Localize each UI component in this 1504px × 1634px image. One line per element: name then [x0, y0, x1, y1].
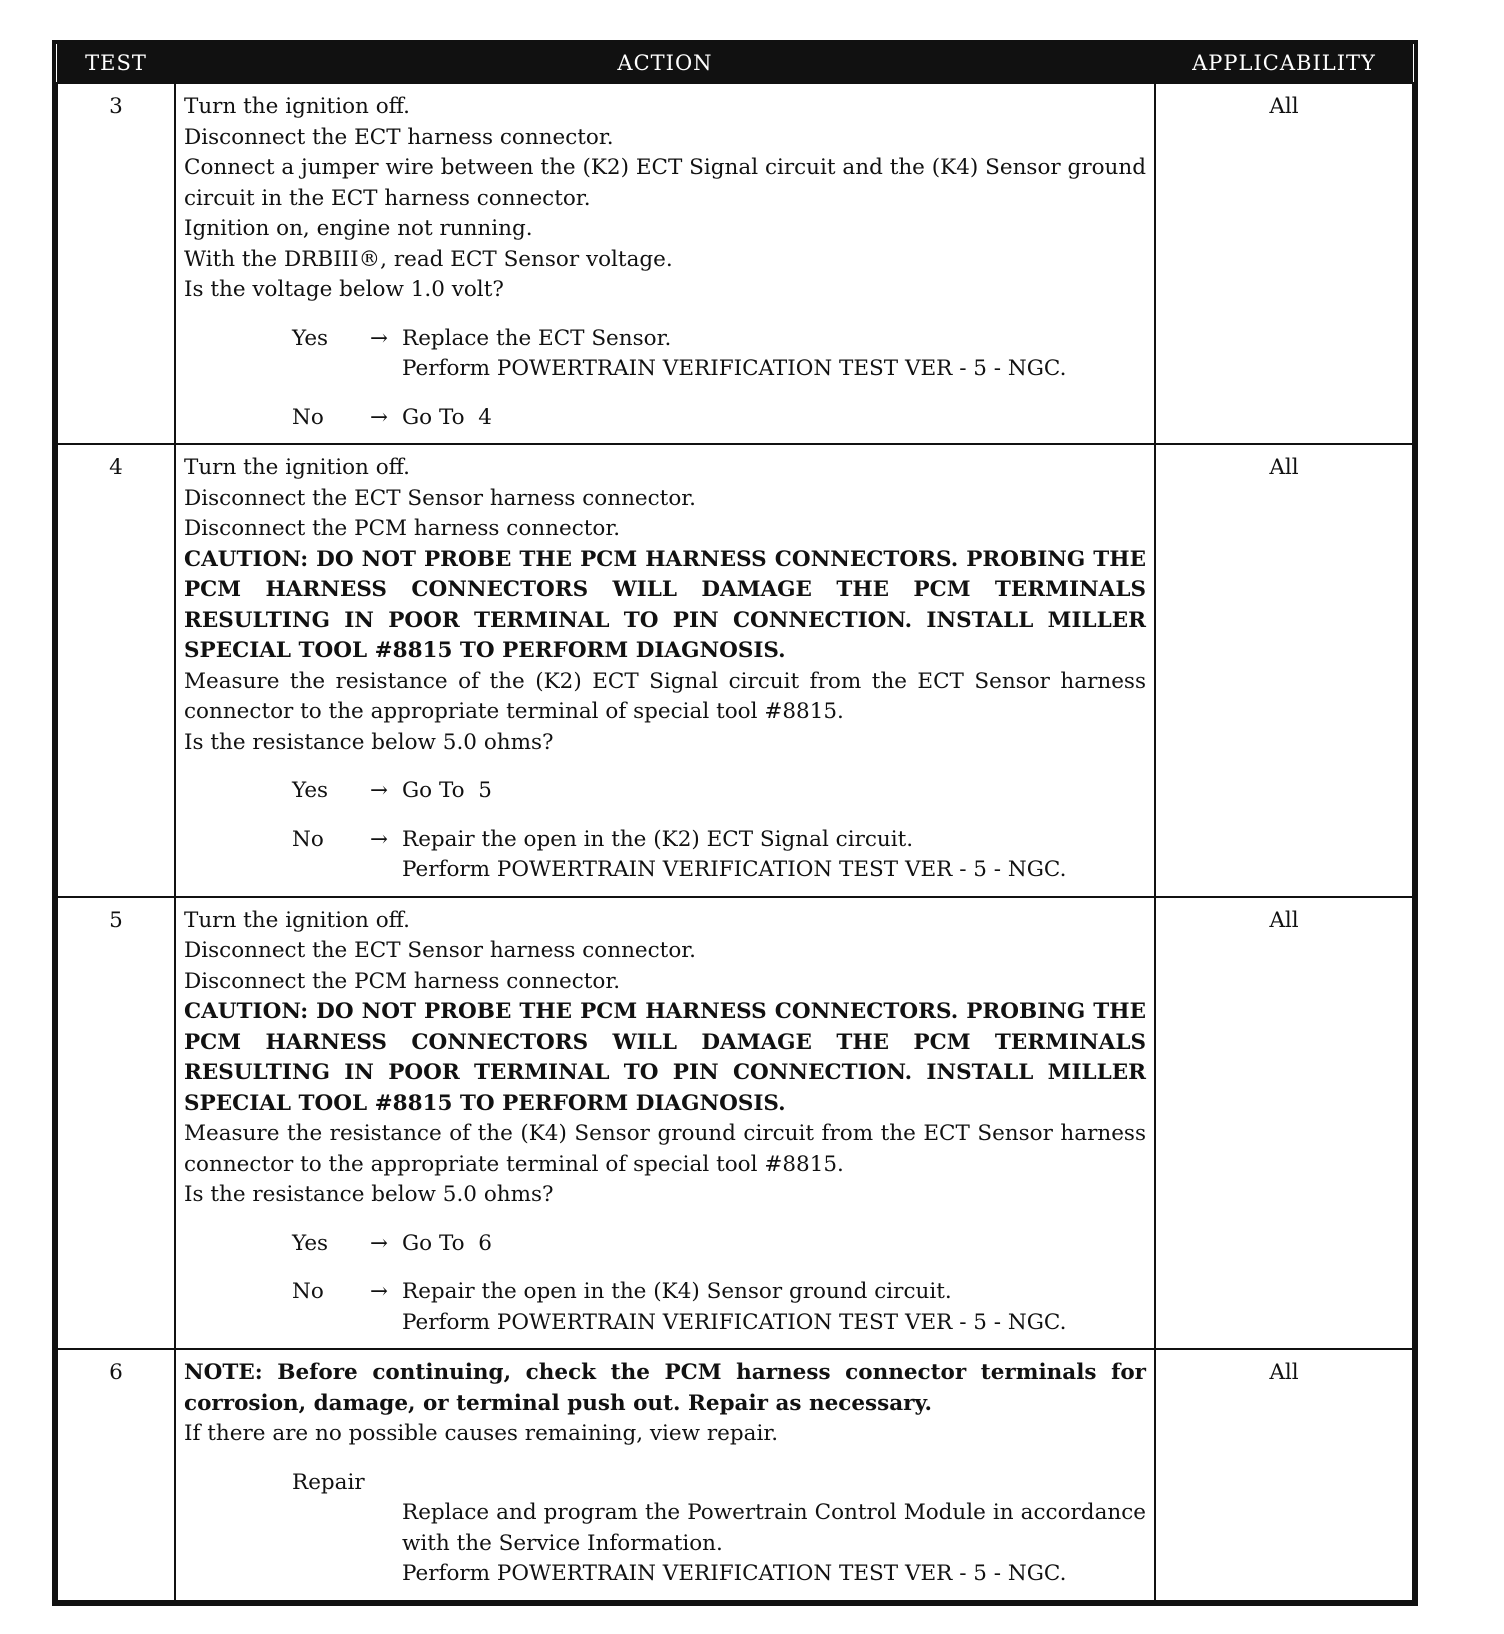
applicability-cell: All: [1155, 444, 1413, 897]
action-step: Turn the ignition off.: [184, 94, 410, 119]
yes-result: [402, 776, 1146, 807]
action-step: Measure the resistance of the (K4) Sensor ground circuit from the ECT Sensor harness connector to the appropriate terminal of special tool #8815.: [184, 1121, 1146, 1177]
caution-text: CAUTION: DO NOT PROBE THE PCM HARNESS CONNECTORS. PROBING THE PCM HARNESS CONNECTORS WILL DAMAGE THE PCM TERMINALS RESULTING IN POOR TERMINAL TO PIN CONNECTION. INSTALL MILLER SPECIAL TOOL #8815 TO PERFORM DIAGNOSIS.: [184, 546, 1146, 663]
action-step: Disconnect the PCM harness connector.: [184, 968, 621, 994]
action-step: Disconnect the PCM harness connector.: [184, 516, 621, 541]
no-result: [402, 1277, 1146, 1338]
yes-answer: [184, 776, 1146, 807]
action-step: Measure the resistance of the (K2) ECT Signal circuit from the ECT Sensor harness connector to the appropriate terminal of special tool #8815.: [184, 668, 1146, 724]
action-question: Is the resistance below 5.0 ohms?: [184, 729, 554, 755]
header-action: ACTION: [175, 44, 1155, 83]
table-row: [57, 444, 1413, 897]
right-arrow-icon: →: [369, 1230, 388, 1256]
no-answer: [184, 825, 1146, 886]
repair-label: Repair: [292, 1469, 365, 1495]
repair-body: [402, 1498, 1146, 1590]
action-step: Connect a jumper wire between the (K2) ECT Signal circuit and the (K4) Sensor ground circuit in the ECT harness connector.: [184, 155, 1146, 211]
action-step: Disconnect the ECT Sensor harness connector.: [184, 938, 697, 963]
diagnostic-test-table-frame: [52, 40, 1418, 1606]
result-line: Repair the open in the (K2) ECT Signal circuit.: [402, 826, 914, 852]
yes-answer: [184, 324, 1146, 385]
result-line: Repair the open in the (K4) Sensor ground circuit.: [402, 1279, 952, 1304]
right-arrow-icon: →: [369, 826, 388, 852]
table-row: [57, 1349, 1413, 1601]
no-answer: [184, 403, 1146, 434]
result-line: Perform POWERTRAIN VERIFICATION TEST VER - 5 - NGC.: [402, 857, 1067, 882]
action-question: Is the voltage below 1.0 volt?: [184, 277, 504, 302]
action-step: Disconnect the ECT harness connector.: [184, 124, 614, 150]
right-arrow-icon: →: [369, 404, 388, 430]
yes-answer: [184, 1229, 1146, 1260]
table-row: [57, 897, 1413, 1350]
action-step: If there are no possible causes remaining, view repair.: [184, 1421, 779, 1446]
action-question: Is the resistance below 5.0 ohms?: [184, 1182, 554, 1207]
no-result: [402, 403, 1146, 434]
yes-result: [402, 1229, 1146, 1260]
right-arrow-icon: →: [369, 325, 388, 351]
result-line: Go To 5: [402, 778, 492, 803]
no-result: [402, 825, 1146, 886]
note-text: NOTE: Before continuing, check the PCM harness connector terminals for corrosion, damage, or terminal push out. Repair as necessary.: [184, 1360, 1146, 1416]
test-number: 4: [57, 444, 175, 897]
no-label: No: [292, 826, 324, 852]
action-cell: [175, 444, 1155, 897]
test-number: 3: [57, 83, 175, 444]
repair-line: Perform POWERTRAIN VERIFICATION TEST VER - 5 - NGC.: [402, 1561, 1067, 1586]
yes-label: Yes: [292, 778, 329, 803]
right-arrow-icon: →: [369, 1279, 388, 1304]
header-applicability: APPLICABILITY: [1155, 44, 1413, 83]
caution-text: CAUTION: DO NOT PROBE THE PCM HARNESS CONNECTORS. PROBING THE PCM HARNESS CONNECTORS WILL DAMAGE THE PCM TERMINALS RESULTING IN POOR TERMINAL TO PIN CONNECTION. INSTALL MILLER SPECIAL TOOL #8815 TO PERFORM DIAGNOSIS.: [184, 999, 1146, 1116]
diagnostic-test-table: [56, 44, 1414, 1602]
table-row: [57, 83, 1413, 444]
applicability-cell: All: [1155, 83, 1413, 444]
no-label: No: [292, 404, 324, 430]
action-cell: [175, 1349, 1155, 1601]
test-number: 6: [57, 1349, 175, 1601]
no-answer: [184, 1277, 1146, 1338]
result-line: Perform POWERTRAIN VERIFICATION TEST VER - 5 - NGC.: [402, 1309, 1067, 1335]
test-number: 5: [57, 897, 175, 1350]
action-cell: [175, 83, 1155, 444]
header-test: TEST: [57, 44, 175, 83]
applicability-cell: All: [1155, 897, 1413, 1350]
yes-label: Yes: [292, 1230, 329, 1256]
result-line: Go To 4: [402, 404, 492, 430]
table-header-row: [57, 44, 1413, 83]
action-step: Turn the ignition off.: [184, 907, 410, 933]
no-label: No: [292, 1279, 324, 1304]
action-step: Ignition on, engine not running.: [184, 216, 533, 241]
result-line: Perform POWERTRAIN VERIFICATION TEST VER - 5 - NGC.: [402, 356, 1067, 381]
repair-line: Replace and program the Powertrain Control Module in accordance with the Service Information.: [402, 1500, 1146, 1556]
action-step: Disconnect the ECT Sensor harness connector.: [184, 485, 697, 511]
result-line: Replace the ECT Sensor.: [402, 325, 672, 351]
right-arrow-icon: →: [369, 778, 388, 803]
action-cell: [175, 897, 1155, 1350]
yes-label: Yes: [292, 325, 329, 351]
yes-result: [402, 324, 1146, 385]
action-step: Turn the ignition off.: [184, 455, 410, 480]
action-step: With the DRBIII®, read ECT Sensor voltage.: [184, 246, 673, 272]
result-line: Go To 6: [402, 1230, 492, 1256]
applicability-cell: All: [1155, 1349, 1413, 1601]
